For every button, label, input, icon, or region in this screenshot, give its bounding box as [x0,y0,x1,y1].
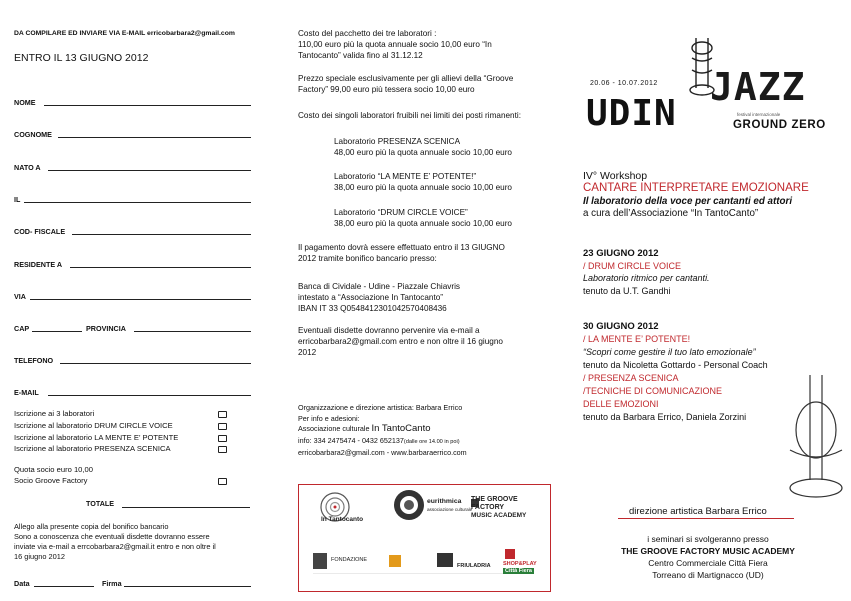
workshop-subtitle: Il laboratorio della voce per cantanti ed attori [583,196,793,207]
logo-groove-2: FACTORY [471,504,505,511]
venue-line-4: Torreano di Martignacco (UD) [652,570,764,580]
trumpet-decoration [770,370,845,510]
venue-line-2: THE GROOVE FACTORY MUSIC ACADEMY [621,546,795,556]
date-3-title-3: DELLE EMOZIONI [583,399,659,409]
date-2: 30 GIUGNO 2012 [583,321,659,332]
venue-line-1: i seminari si svolgeranno presso [647,534,769,544]
checkbox-3-laboratori[interactable] [218,411,227,418]
label-email: E-MAIL [14,388,39,397]
input-data[interactable] [34,586,94,587]
data-label: Data [14,579,30,588]
input-via[interactable] [30,299,251,300]
date-2-teacher: tenuto da Nicoletta Gottardo - Personal Coach [583,360,768,370]
org-line-5: erricobarbara2@gmail.com - www.barbaraerrico.com [298,448,467,457]
input-il[interactable] [24,202,251,203]
direction-divider [618,518,794,519]
lab-drum-title: Laboratorio “DRUM CIRCLE VOICE” [334,208,468,217]
label-cognome: COGNOME [14,130,52,139]
input-nome[interactable] [44,105,251,106]
pricing-line-6: Costo dei singoli laboratori fruibili nei limiti dei posti rimanenti: [298,111,521,120]
org-line-1: Organizzazione e direzione artistica: Barbara Errico [298,403,463,412]
form-deadline: ENTRO IL 13 GIUGNO 2012 [14,52,149,64]
lab-presenza-title: Laboratorio PRESENZA SCENICA [334,137,461,146]
option-3-laboratori: Iscrizione ai 3 laboratori [14,409,95,418]
festival-small: festival internazionale [737,112,781,117]
input-cap[interactable] [32,331,82,332]
label-residente: RESIDENTE A [14,260,63,269]
input-residente[interactable] [70,267,251,268]
checkbox-drum-circle[interactable] [218,423,227,430]
checkbox-presenza-scenica[interactable] [218,446,227,453]
workshop-by: a cura dell’Associazione “In TantoCanto” [583,208,759,219]
input-cognome[interactable] [58,137,251,138]
lab-mente-price: 38,00 euro più la quota annuale socio 10,00 euro [334,183,512,192]
workshop-title: CANTARE INTERPRETARE EMOZIONARE [583,182,809,194]
logo-shopplay: SHOP&PLAY [503,561,537,567]
input-cod[interactable] [72,234,251,235]
pricing-line-5: Factory” 99,00 euro più tessera socio 10,00 euro [298,85,475,94]
pricing-line-1: Costo del pacchetto dei tre laboratori : [298,29,437,38]
form-note-2: Sono a conoscenza che eventuali disdette dovranno essere [14,532,210,541]
date-2-subtitle: “Scopri come gestire il tuo lato emozionale” [583,347,756,357]
logo-cittafiera: Città Fiera [505,568,532,574]
date-2-title: / LA MENTE E’ POTENTE! [583,334,691,344]
pricing-line-3: Tantocanto” valida fino al 31.12.12 [298,51,423,60]
org-assoc-name: In TantoCanto [371,423,431,434]
festival-ground-zero: GROUND ZERO [733,119,826,131]
festival-dates: 20.06 - 10.07.2012 [590,80,658,87]
label-nome: NOME [14,98,36,107]
label-provincia: PROVINCIA [86,324,126,333]
bank-iban: IBAN IT 33 Q0548412301042570408436 [298,304,447,313]
bank-line-1: Banca di Cividale - Udine - Piazzale Chiavris [298,282,460,291]
label-cap: CAP [14,324,30,333]
sponsor-logos [298,484,551,592]
payment-line-2: 2012 tramite bonifico bancario presso: [298,254,437,263]
label-il: IL [14,195,21,204]
disdette-line-3: 2012 [298,348,317,357]
option-drum-circle: Iscrizione al laboratorio DRUM CIRCLE VOICE [14,421,173,430]
org-line-4 [298,436,460,447]
date-1-title: / DRUM CIRCLE VOICE [583,261,682,271]
date-1-subtitle: Laboratorio ritmico per cantanti. [583,273,710,283]
disdette-line-2: erricobarbara2@gmail.com entro e non oltre il 16 giugno [298,337,503,346]
label-cod: COD- FISCALE [14,227,66,236]
date-3-title-2: /TECNICHE DI COMUNICAZIONE [583,386,723,396]
form-note-1: Allego alla presente copia del bonifico bancario [14,522,169,531]
input-provincia[interactable] [134,331,251,332]
logo-eurithmica: eurithmica [427,498,462,505]
input-telefono[interactable] [60,363,251,364]
date-1: 23 GIUGNO 2012 [583,248,659,259]
payment-line-1: Il pagamento dovrà essere effettuato entro il 13 GIUGNO [298,243,505,252]
artistic-direction: direzione artistica Barbara Errico [629,506,767,517]
festival-udine: UDIN [586,93,677,134]
label-telefono: TELEFONO [14,356,54,365]
date-3-title-1: / PRESENZA SCENICA [583,373,679,383]
pricing-line-4: Prezzo speciale esclusivamente per gli allievi della “Groove [298,74,514,83]
pricing-line-2: 110,00 euro più la quota annuale socio 10,00 euro “In [298,40,492,49]
checkbox-socio[interactable] [218,478,227,485]
festival-jazz: JAZZ [710,65,806,109]
checkbox-mente-potente[interactable] [218,435,227,442]
logo-eurithmica-sub: associazione culturale [427,507,473,512]
org-phone: info: 334 2475474 - 0432 652137 [298,436,404,445]
logo-groove-1: THE GROOVE [471,496,518,503]
label-nato: NATO A [14,163,41,172]
option-mente-potente: Iscrizione al laboratorio LA MENTE E’ POTENTE [14,433,179,442]
logo-groove-3: MUSIC ACADEMY [471,512,527,519]
workshop-edition: IV° Workshop [583,170,648,182]
option-presenza-scenica: Iscrizione al laboratorio PRESENZA SCENICA [14,444,171,453]
socio-label: Socio Groove Factory [14,476,88,485]
disdette-line-1: Eventuali disdette dovranno pervenire via e-mail a [298,326,480,335]
input-nato[interactable] [48,170,251,171]
logo-tantocanto: In Tantocanto [321,516,364,523]
form-note-4: 16 giugno 2012 [14,552,65,561]
input-firma[interactable] [124,586,251,587]
org-line-2: Per info e adesioni: [298,414,360,423]
lab-presenza-price: 48,00 euro più la quota annuale socio 10,00 euro [334,148,512,157]
org-assoc-label: Associazione culturale [298,424,372,433]
bank-line-2: intestato a “Associazione In Tantocanto” [298,293,444,302]
input-totale[interactable] [122,507,250,508]
logo-fondazione: FONDAZIONE [331,557,368,563]
logo-friuladria: FRIULADRIA [457,563,491,569]
date-3-teacher: tenuto da Barbara Errico, Daniela Zorzini [583,412,747,422]
totale-label: TOTALE [86,499,115,508]
firma-label: Firma [102,579,122,588]
label-via: VIA [14,292,26,301]
venue-line-3: Centro Commerciale Città Fiera [648,558,768,568]
form-note-3: inviate via e-mail a errcobarbara2@gmail.it entro e non oltre il [14,542,216,551]
org-phone-note: (dalle ore 14.00 in poi) [403,439,460,445]
org-line-3 [298,424,431,433]
lab-mente-title: Laboratorio “LA MENTE E’ POTENTE!” [334,172,477,181]
form-header: DA COMPILARE ED INVIARE VIA E-MAIL erricobarbara2@gmail.com [14,30,235,37]
date-1-teacher: tenuto da U.T. Gandhi [583,286,671,296]
lab-drum-price: 38,00 euro più la quota annuale socio 10,00 euro [334,219,512,228]
input-email[interactable] [48,395,251,396]
quota-label: Quota socio euro 10,00 [14,465,93,474]
